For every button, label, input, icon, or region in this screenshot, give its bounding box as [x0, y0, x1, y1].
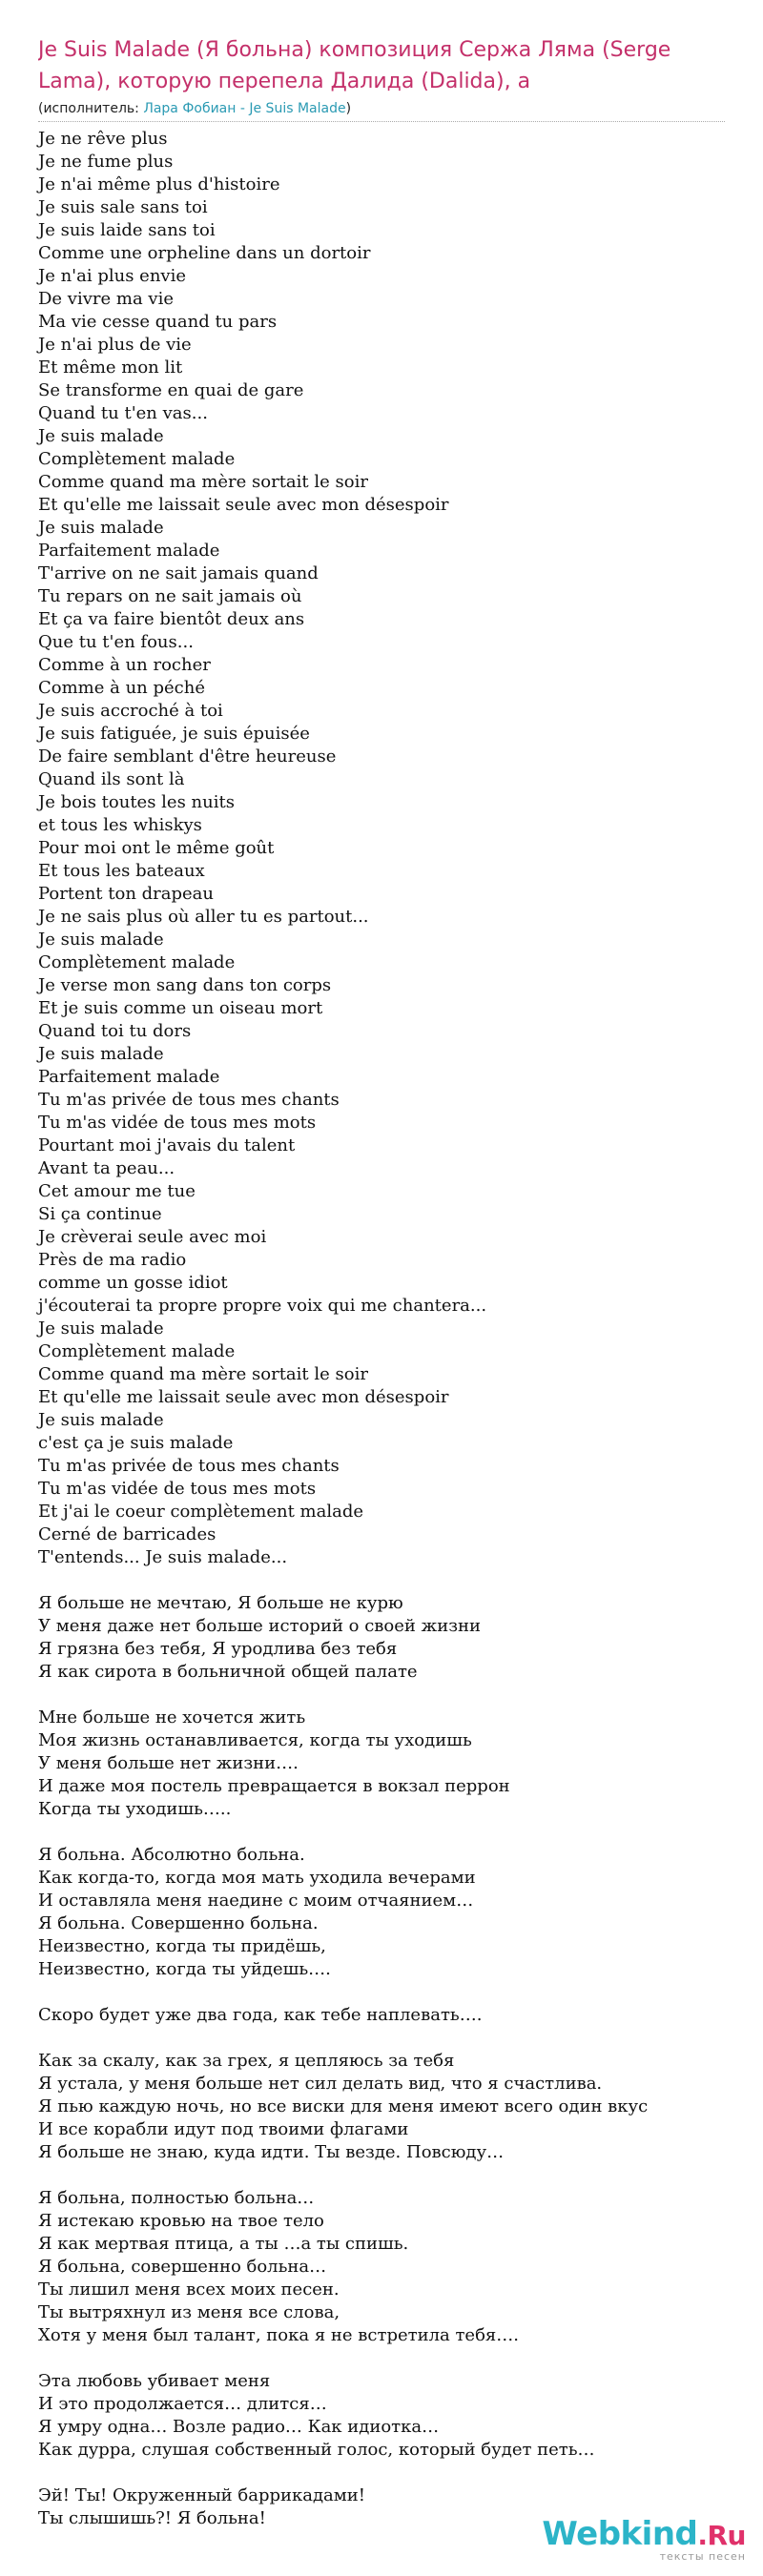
lyric-line: Я пью каждую ночь, но все виски для меня имеют всего один вкус	[38, 2096, 649, 2116]
lyric-line: У меня больше нет жизни….	[38, 1753, 299, 1773]
lyric-line: Я больна. Абсолютно больна.	[38, 1845, 305, 1865]
lyric-line: Скоро будет уже два года, как тебе наплевать….	[38, 2005, 483, 2025]
lyric-line: Et je suis comme un oiseau mort	[38, 998, 323, 1018]
lyric-line: Мне больше не хочется жить	[38, 1707, 306, 1728]
lyric-line: Je suis sale sans toi	[38, 197, 208, 217]
stanza-break	[38, 2462, 725, 2484]
lyric-line: Je crèverai seule avec moi	[38, 1227, 267, 1247]
lyric-line: Je n'ai plus de vie	[38, 335, 192, 355]
stanza-break	[38, 2027, 725, 2050]
lyric-line: Et même mon lit	[38, 358, 183, 378]
lyric-line: Я больна. Совершенно больна.	[38, 1913, 319, 1933]
stanza-break	[38, 2164, 725, 2187]
lyric-line: Как когда-то, когда моя мать уходила вечерами	[38, 1868, 476, 1888]
logo-wordmark	[542, 2516, 746, 2554]
lyric-line: Я как сирота в больничной общей палате	[38, 1662, 418, 1682]
lyric-line: Моя жизнь останавливается, когда ты уходишь	[38, 1730, 472, 1750]
lyric-line: Эй! Ты! Окруженный баррикадами!	[38, 2485, 366, 2505]
lyric-line: Tu repars on ne sait jamais où	[38, 586, 302, 606]
lyric-line: Я как мертвая птица, а ты …а ты спишь.	[38, 2234, 409, 2254]
lyric-line: Ты лишил меня всех моих песен.	[38, 2280, 340, 2300]
site-logo[interactable]	[542, 2516, 746, 2563]
lyric-line: Je suis fatiguée, je suis épuisée	[38, 724, 310, 744]
lyric-line: Ты слышишь?! Я больна!	[38, 2508, 266, 2528]
stanza-break	[38, 1684, 725, 1707]
lyric-line: Que tu t'en fous...	[38, 632, 194, 652]
lyric-line: Cerné de barricades	[38, 1524, 217, 1544]
lyric-line: Je n'ai même plus d'histoire	[38, 174, 280, 194]
lyric-line: Je bois toutes les nuits	[38, 792, 235, 812]
lyric-line: Pourtant moi j'avais du talent	[38, 1135, 296, 1155]
lyric-line: Complètement malade	[38, 952, 236, 972]
lyric-line: Я истекаю кровью на твое тело	[38, 2211, 324, 2231]
lyric-line: Portent ton drapeau	[38, 884, 214, 904]
lyric-line: Ma vie cesse quand tu pars	[38, 312, 278, 332]
stanza-break	[38, 2347, 725, 2370]
lyric-line: Cet amour me tue	[38, 1181, 196, 1201]
stanza-break	[38, 1569, 725, 1592]
lyric-line: Complètement malade	[38, 1341, 236, 1361]
logo-name: Webkind	[542, 2515, 698, 2553]
lyric-line: Avant ta peau...	[38, 1158, 175, 1178]
lyric-line: Quand toi tu dors	[38, 1021, 192, 1041]
lyric-line: et tous les whiskys	[38, 815, 202, 835]
lyric-line: Неизвестно, когда ты придёшь,	[38, 1936, 326, 1956]
lyric-line: И даже моя постель превращается в вокзал перрон	[38, 1776, 510, 1796]
lyric-line: Quand ils sont là	[38, 769, 185, 789]
lyric-line: T'entends... Je suis malade...	[38, 1547, 288, 1567]
lyric-line: j'écouterai ta propre propre voix qui me chantera...	[38, 1296, 487, 1316]
lyric-line: Et j'ai le coeur complètement malade	[38, 1502, 363, 1522]
lyric-line: Pour moi ont le même goût	[38, 838, 275, 858]
lyric-line: T'arrive on ne sait jamais quand	[38, 563, 319, 583]
lyric-line: Si ça continue	[38, 1204, 162, 1224]
lyric-line: Comme une orpheline dans un dortoir	[38, 243, 371, 263]
lyric-line: Я устала, у меня больше нет сил делать вид, что я счастлива.	[38, 2074, 603, 2094]
lyric-line: Je suis malade	[38, 1044, 164, 1064]
page	[38, 34, 725, 2530]
lyric-line: Je suis malade	[38, 518, 164, 538]
lyric-line: У меня даже нет больше историй о своей жизни	[38, 1616, 482, 1636]
lyric-line: Как дурра, слушая собственный голос, который будет петь…	[38, 2440, 595, 2460]
lyric-line: Je suis malade	[38, 1319, 164, 1339]
performer-line	[38, 99, 725, 122]
lyric-line: De vivre ma vie	[38, 289, 174, 309]
lyric-line: Je suis accroché à toi	[38, 701, 223, 721]
lyric-line: Я больше не знаю, куда идти. Ты везде. Повсюду…	[38, 2142, 505, 2162]
stanza-break	[38, 1981, 725, 2004]
lyric-line: Comme à un péché	[38, 678, 205, 698]
lyric-line: Tu m'as vidée de tous mes mots	[38, 1113, 317, 1133]
lyric-line: Я больна, полностью больна…	[38, 2188, 315, 2208]
lyric-line: Près de ma radio	[38, 1250, 187, 1270]
lyric-line: Je verse mon sang dans ton corps	[38, 975, 332, 995]
lyric-line: Как за скалу, как за грех, я цепляюсь за тебя	[38, 2051, 455, 2071]
lyric-line: Эта любовь убивает меня	[38, 2371, 271, 2391]
lyric-line: Comme quand ma mère sortait le soir	[38, 472, 368, 492]
page-title: Je Suis Malade (Я больна) композиция Сержа Ляма (Serge Lama), которую перепела Далида (Dalida), а	[38, 38, 671, 93]
lyric-line: И оставляла меня наедине с моим отчаянием…	[38, 1891, 474, 1911]
performer-prefix: (исполнитель:	[38, 101, 144, 116]
lyric-line: И это продолжается… длится…	[38, 2394, 327, 2414]
lyric-line: Ты вытряхнул из меня все слова,	[38, 2302, 340, 2322]
lyric-line: Se transforme en quai de gare	[38, 380, 304, 400]
lyric-line: c'est ça je suis malade	[38, 1433, 234, 1453]
lyric-line: Et qu'elle me laissait seule avec mon désespoir	[38, 495, 449, 515]
lyric-line: Comme quand ma mère sortait le soir	[38, 1364, 368, 1384]
lyric-line: Я больна, совершенно больна…	[38, 2257, 327, 2277]
lyric-line: Complètement malade	[38, 449, 236, 469]
lyric-line: Quand tu t'en vas...	[38, 403, 208, 423]
lyric-line: De faire semblant d'être heureuse	[38, 746, 337, 767]
lyric-line: Je n'ai plus envie	[38, 266, 186, 286]
lyric-line: Tu m'as privée de tous mes chants	[38, 1456, 340, 1476]
lyrics-block	[38, 128, 725, 2530]
lyric-line: Je suis malade	[38, 426, 164, 446]
lyric-line: comme un gosse idiot	[38, 1273, 228, 1293]
stanza-break	[38, 1821, 725, 1844]
lyric-line: Et tous les bateaux	[38, 861, 205, 881]
lyric-line: Хотя у меня был талант, пока я не встретила тебя….	[38, 2325, 519, 2345]
lyric-line: Я умру одна… Возле радио… Как идиотка…	[38, 2417, 440, 2437]
lyric-line: Je ne fume plus	[38, 152, 174, 172]
lyric-line: И все корабли идут под твоими флагами	[38, 2119, 409, 2139]
performer-suffix: )	[345, 101, 352, 116]
lyric-line: Parfaitement malade	[38, 541, 220, 561]
lyric-line: Неизвестно, когда ты уйдешь….	[38, 1959, 331, 1979]
lyric-line: Я грязна без тебя, Я уродлива без тебя	[38, 1639, 398, 1659]
lyric-line: Et ça va faire bientôt deux ans	[38, 609, 305, 629]
lyric-line: Tu m'as vidée de tous mes mots	[38, 1479, 317, 1499]
lyric-line: Je suis malade	[38, 930, 164, 950]
lyric-line: Tu m'as privée de tous mes chants	[38, 1090, 340, 1110]
lyric-line: Je suis laide sans toi	[38, 220, 216, 240]
logo-tld: .Ru	[697, 2520, 746, 2551]
logo-tagline: тексты песен	[659, 2550, 746, 2563]
lyric-line: Comme à un rocher	[38, 655, 211, 675]
lyric-line: Je ne rêve plus	[38, 129, 168, 149]
lyric-line: Je suis malade	[38, 1410, 164, 1430]
lyric-line: Et qu'elle me laissait seule avec mon désespoir	[38, 1387, 449, 1407]
lyric-line: Je ne sais plus où aller tu es partout...	[38, 907, 369, 927]
lyric-line: Я больше не мечтаю, Я больше не курю	[38, 1593, 403, 1613]
performer-link[interactable]: Лара Фобиан - Je Suis Malade	[143, 101, 346, 116]
lyric-line: Parfaitement malade	[38, 1067, 220, 1087]
lyric-line: Когда ты уходишь…..	[38, 1799, 232, 1819]
